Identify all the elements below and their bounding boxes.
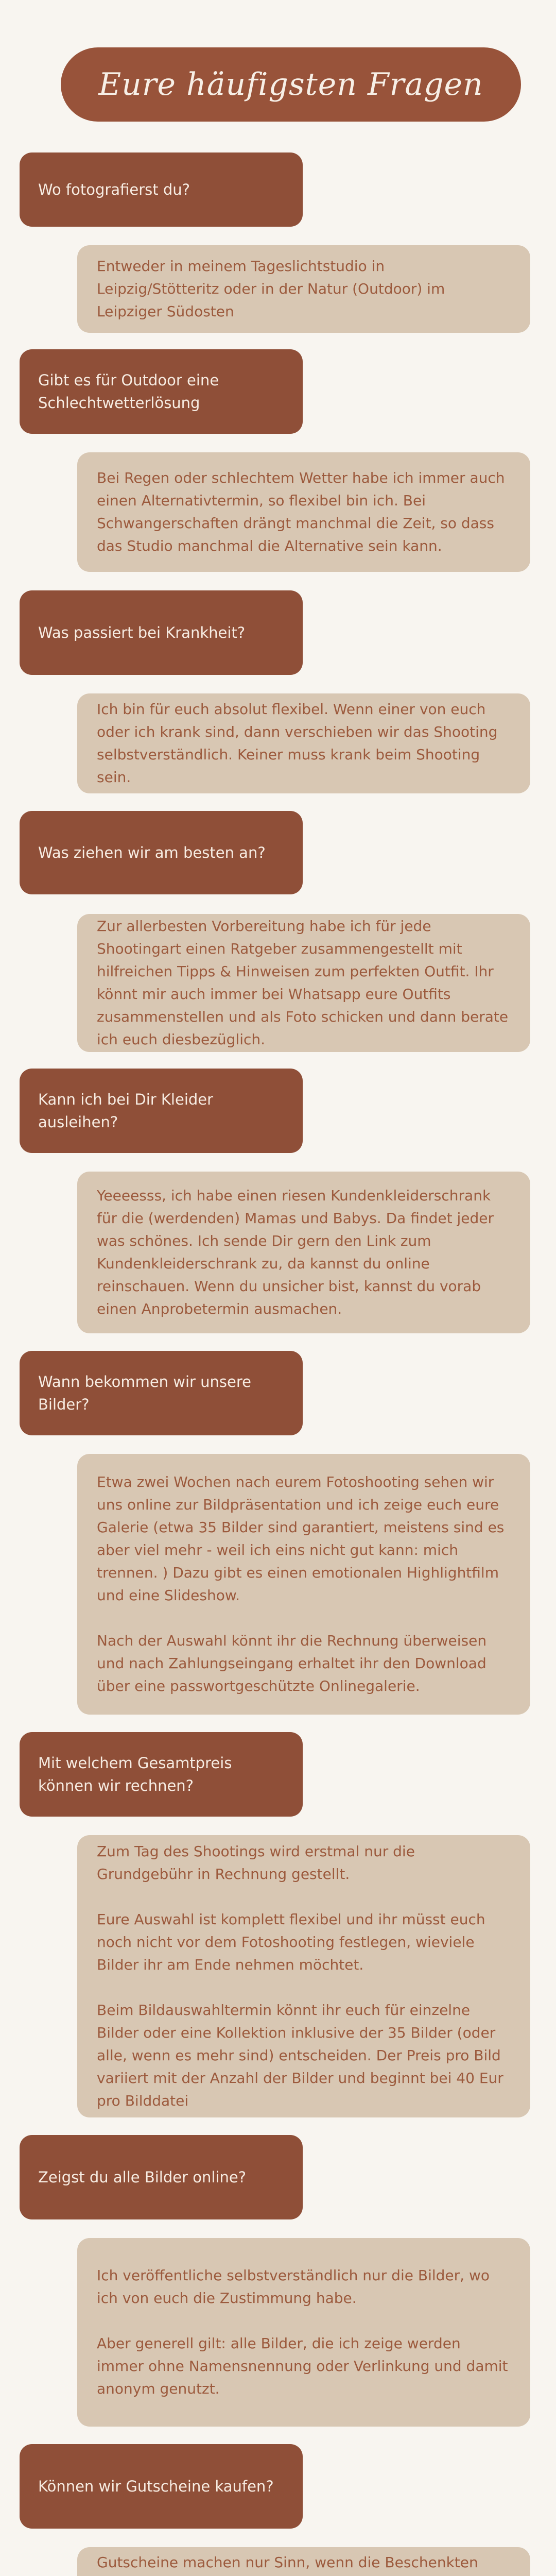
answer-text: Zum Tag des Shootings wird erstmal nur die Grundgebühr in Rechnung gestellt. (97, 1843, 415, 1883)
faq-question-delivery[interactable] (20, 1351, 303, 1435)
answer-text: Eure Auswahl ist komplett flexibel und ihr müsst euch noch nicht vor dem Fotoshooting festlegen, wieviele Bilder ihr am Ende nehmen möchtet. (97, 1911, 485, 1973)
faq-question-outfit[interactable] (20, 811, 303, 894)
question-text: Gibt es für Outdoor eine Schlechtwetterlösung (38, 371, 219, 412)
answer-text: Zur allerbesten Vorbereitung habe ich für jede Shootingart einen Ratgeber zusammengestellt mit hilfreichen Tipps & Hinweisen zum perfekten Outfit. Ihr könnt mir auch immer bei Whatsapp eure Outfits zusammenstellen und als Foto schicken und dann berate ich euch diesbezüglich. (97, 918, 509, 1048)
faq-question-dresses[interactable] (20, 1069, 303, 1153)
faq-answer-vouchers (77, 2547, 530, 2576)
faq-question-illness[interactable] (20, 590, 303, 675)
faq-answer-price (77, 1835, 530, 2117)
faq-answer-bad-weather (77, 452, 530, 572)
question-text: Was passiert bei Krankheit? (38, 624, 246, 641)
faq-header (61, 47, 521, 122)
faq-question-vouchers[interactable] (20, 2444, 303, 2529)
answer-text: Ich veröffentliche selbstverständlich nur die Bilder, wo ich von euch die Zustimmung habe. (97, 2267, 490, 2307)
question-text: Mit welchem Gesamtpreis können wir rechnen? (38, 1754, 232, 1794)
answer-text: Ich bin für euch absolut flexibel. Wenn einer von euch oder ich krank sind, dann verschieben wir das Shooting selbstverständlich. Keiner muss krank beim Shooting sein. (97, 701, 498, 786)
answer-text: Gutscheine machen nur Sinn, wenn die Beschenkten (97, 2554, 478, 2571)
answer-text: Beim Bildauswahltermin könnt ihr euch für einzelne Bilder oder eine Kollektion inklusive der 35 Bilder (oder alle, wenn es mehr sind) entscheiden. Der Preis pro Bild variiert mit der Anzahl der Bilder und beginnt bei 40 Eur pro Bilddatei (97, 2002, 503, 2109)
answer-text: Bei Regen oder schlechtem Wetter habe ich immer auch einen Alternativtermin, so flexibel bin ich. Bei Schwangerschaften drängt manchmal die Zeit, so dass das Studio manchmal die Alternative sein kann. (97, 469, 505, 554)
faq-question-bad-weather[interactable] (20, 349, 303, 434)
answer-text: Etwa zwei Wochen nach eurem Fotoshooting sehen wir uns online zur Bildpräsentation und ich zeige euch eure Galerie (etwa 35 Bilder sind garantiert, meistens sind es aber viel mehr - weil ich eins nicht gut kann: mich trennen. ) Dazu gibt es einen emotionalen Highlightfilm und eine Slideshow. (97, 1473, 505, 1604)
faq-answer-dresses (77, 1172, 530, 1333)
answer-text: Nach der Auswahl könnt ihr die Rechnung überweisen und nach Zahlungseingang erhaltet ihr den Download über eine passwortgeschützte Onlinegalerie. (97, 1632, 487, 1694)
faq-answer-illness (77, 693, 530, 793)
answer-text: Yeeeesss, ich habe einen riesen Kundenkleiderschrank für die (werdenden) Mamas und Babys. Da findet jeder was schönes. Ich sende Dir gern den Link zum Kundenkleiderschrank zu, da kannst du online reinschauen. Wenn du unsicher bist, kannst du vorab einen Anprobetermin ausmachen. (97, 1187, 494, 1317)
answer-text: Entweder in meinem Tageslichtstudio in Leipzig/Stötteritz oder in der Natur (Outdoor) im Leipziger Südosten (97, 258, 445, 320)
question-text: Wo fotografierst du? (38, 181, 190, 198)
question-text: Wann bekommen wir unsere Bilder? (38, 1373, 252, 1413)
question-text: Können wir Gutscheine kaufen? (38, 2478, 274, 2495)
faq-question-location[interactable] (20, 152, 303, 227)
faq-question-online[interactable] (20, 2135, 303, 2219)
question-text: Kann ich bei Dir Kleider ausleihen? (38, 1091, 214, 1131)
question-text: Was ziehen wir am besten an? (38, 844, 266, 861)
question-text: Zeigst du alle Bilder online? (38, 2168, 247, 2186)
faq-answer-delivery (77, 1454, 530, 1715)
faq-question-price[interactable] (20, 1732, 303, 1817)
faq-answer-online (77, 2238, 530, 2427)
faq-answer-location (77, 245, 530, 333)
faq-answer-outfit (77, 914, 530, 1052)
page-title: Eure häufigsten Fragen (98, 66, 483, 103)
answer-text: Aber generell gilt: alle Bilder, die ich zeige werden immer ohne Namensnennung oder Verlinkung und damit anonym genutzt. (97, 2335, 508, 2397)
